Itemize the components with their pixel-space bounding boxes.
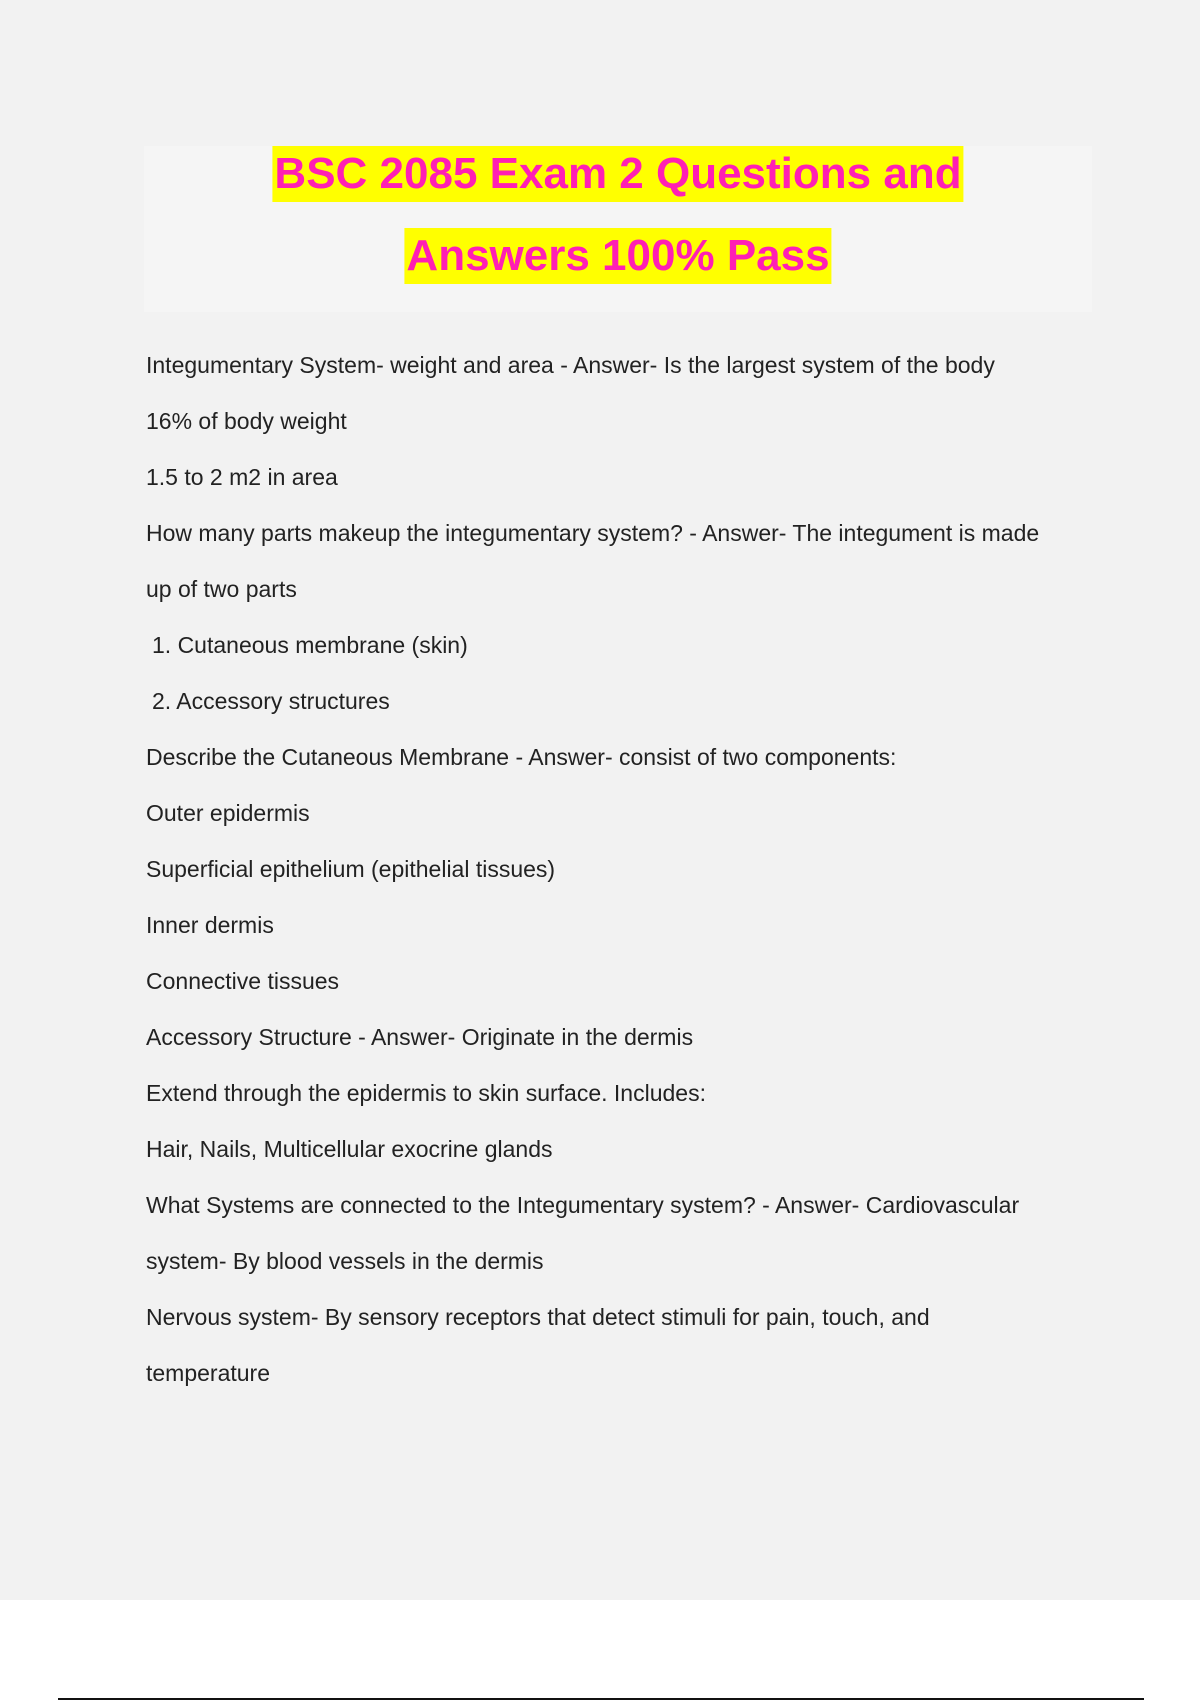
body-line: Outer epidermis (146, 800, 310, 826)
body-line: How many parts makeup the integumentary system? - Answer- The integument is made (146, 520, 1040, 546)
document-body (146, 350, 1096, 1414)
body-line: Describe the Cutaneous Membrane - Answer- consist of two components: (146, 744, 897, 770)
body-line: temperature (146, 1360, 271, 1386)
body-line: Connective tissues (146, 968, 340, 994)
body-line: 16% of body weight (146, 408, 347, 434)
list-item: 1. Cutaneous membrane (skin) (152, 632, 468, 658)
document-title-line-1: BSC 2085 Exam 2 Questions and (272, 146, 963, 202)
body-line: 1.5 to 2 m2 in area (146, 464, 338, 490)
body-line: Nervous system- By sensory receptors that detect stimuli for pain, touch, and (146, 1304, 930, 1330)
body-line: Extend through the epidermis to skin surface. Includes: (146, 1080, 706, 1106)
document-title-line-2: Answers 100% Pass (404, 228, 831, 284)
title-block (144, 146, 1092, 312)
body-line: system- By blood vessels in the dermis (146, 1248, 544, 1274)
body-line: Integumentary System- weight and area - Answer- Is the largest system of the body (146, 352, 995, 378)
body-line: Inner dermis (146, 912, 274, 938)
body-line: Hair, Nails, Multicellular exocrine glands (146, 1136, 553, 1162)
body-line: Accessory Structure - Answer- Originate in the dermis (146, 1024, 694, 1050)
body-line: up of two parts (146, 576, 297, 602)
list-item: 2. Accessory structures (152, 688, 390, 714)
body-line: What Systems are connected to the Integumentary system? - Answer- Cardiovascular (146, 1192, 1020, 1218)
body-line: Superficial epithelium (epithelial tissues) (146, 856, 556, 882)
